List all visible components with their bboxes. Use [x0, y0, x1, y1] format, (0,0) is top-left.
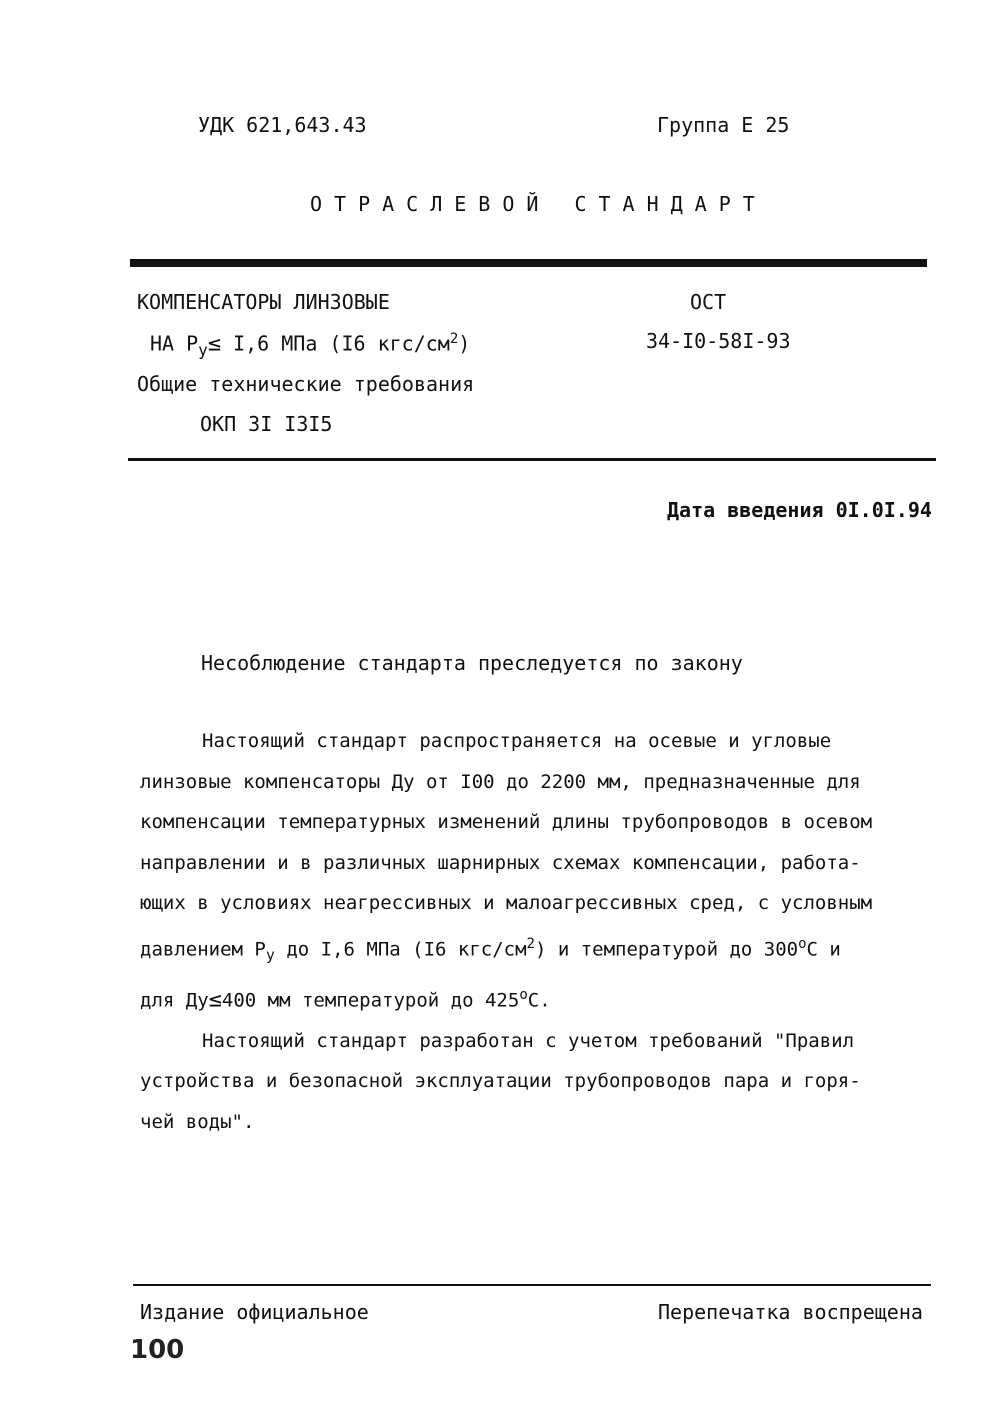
title-line-2-end: ) — [458, 331, 471, 356]
udk-code: УДК 621,643.43 — [198, 113, 367, 137]
intro-date-value: 0I.0I.94 — [835, 498, 932, 522]
body-p1-line6 — [140, 924, 940, 976]
title-line-2-value: I,6 МПа (I6 кгс/см — [221, 331, 450, 356]
body-text — [140, 721, 940, 1142]
body-p2-line3: чей воды". — [140, 1110, 255, 1133]
body-p1-line6-sup: 2 — [526, 935, 535, 952]
body-p1-line6-d: С и — [806, 937, 841, 960]
okp-code: ОКП 3I I3I5 — [200, 412, 333, 436]
body-p2-line1: Настоящий стандарт разработан с учетом требований "Правил — [202, 1029, 855, 1052]
body-p1-line1: Настоящий стандарт распространяется на осевые и угловые — [202, 730, 832, 752]
page-number: 100 — [130, 1335, 185, 1365]
title-line-1: КОМПЕНСАТОРЫ ЛИНЗОВЫЕ — [137, 290, 390, 314]
intro-date-label: Дата введения — [667, 498, 824, 522]
footer-edition: Издание официальное — [140, 1300, 369, 1324]
body-p1-line5: ющих в условиях неагрессивных и малоагрессивных сред, с условным — [140, 892, 873, 914]
body-p2-line2: устройства и безопасной эксплуатации трубопроводов пара и горя- — [140, 1070, 861, 1093]
body-p1-line7-deg: о — [519, 987, 528, 1004]
top-divider — [130, 259, 927, 267]
leq-symbol: ≤ — [207, 331, 222, 357]
title-line-2-prefix: НА P — [150, 331, 199, 356]
body-p1-line7-c: С. — [527, 989, 551, 1012]
body-p1-line3: компенсации температурных изменений длины трубопроводов в осевом — [140, 811, 873, 833]
intro-date — [667, 498, 932, 522]
footer-reprint-notice: Перепечатка воспрещена — [658, 1300, 923, 1324]
body-p1-line6-a: давлением P — [140, 937, 266, 960]
title-line-2-subscript: у — [198, 340, 208, 360]
ost-label: ОСТ — [690, 290, 727, 314]
ost-number: 34-I0-58I-93 — [646, 329, 791, 353]
footer-divider — [133, 1284, 931, 1286]
body-p1-line6-b: до I,6 МПа (I6 кгс/см — [274, 937, 527, 960]
body-p1-line4: направлении и в различных шарнирных схемах компенсации, работа- — [140, 851, 861, 874]
group-code: Группа Е 25 — [657, 113, 790, 137]
body-p1-line6-sub: у — [265, 945, 275, 964]
title-line-2 — [150, 331, 470, 360]
title-line-2-superscript: 2 — [449, 331, 459, 347]
body-p1-line7-b: 400 мм температурой до 425 — [221, 989, 520, 1012]
body-p1-line2: линзовые компенсаторы Ду от I00 до 2200 мм, предназначенные для — [140, 770, 861, 793]
body-p1-line6-c: ) и температурой до 300 — [534, 937, 799, 960]
body-p1-line6-deg: о — [798, 935, 807, 952]
legal-notice: Несоблюдение стандарта преследуется по закону — [201, 651, 743, 675]
body-p1-line7 — [140, 975, 940, 1021]
body-p1-line7-a: для Ду — [140, 989, 209, 1012]
middle-divider — [128, 458, 936, 461]
standard-type-heading: ОТРАСЛЕВОЙ СТАНДАРТ — [310, 192, 767, 216]
title-line-3: Общие технические требования — [137, 372, 475, 396]
body-p1-line7-leq: ≤ — [208, 987, 222, 1013]
